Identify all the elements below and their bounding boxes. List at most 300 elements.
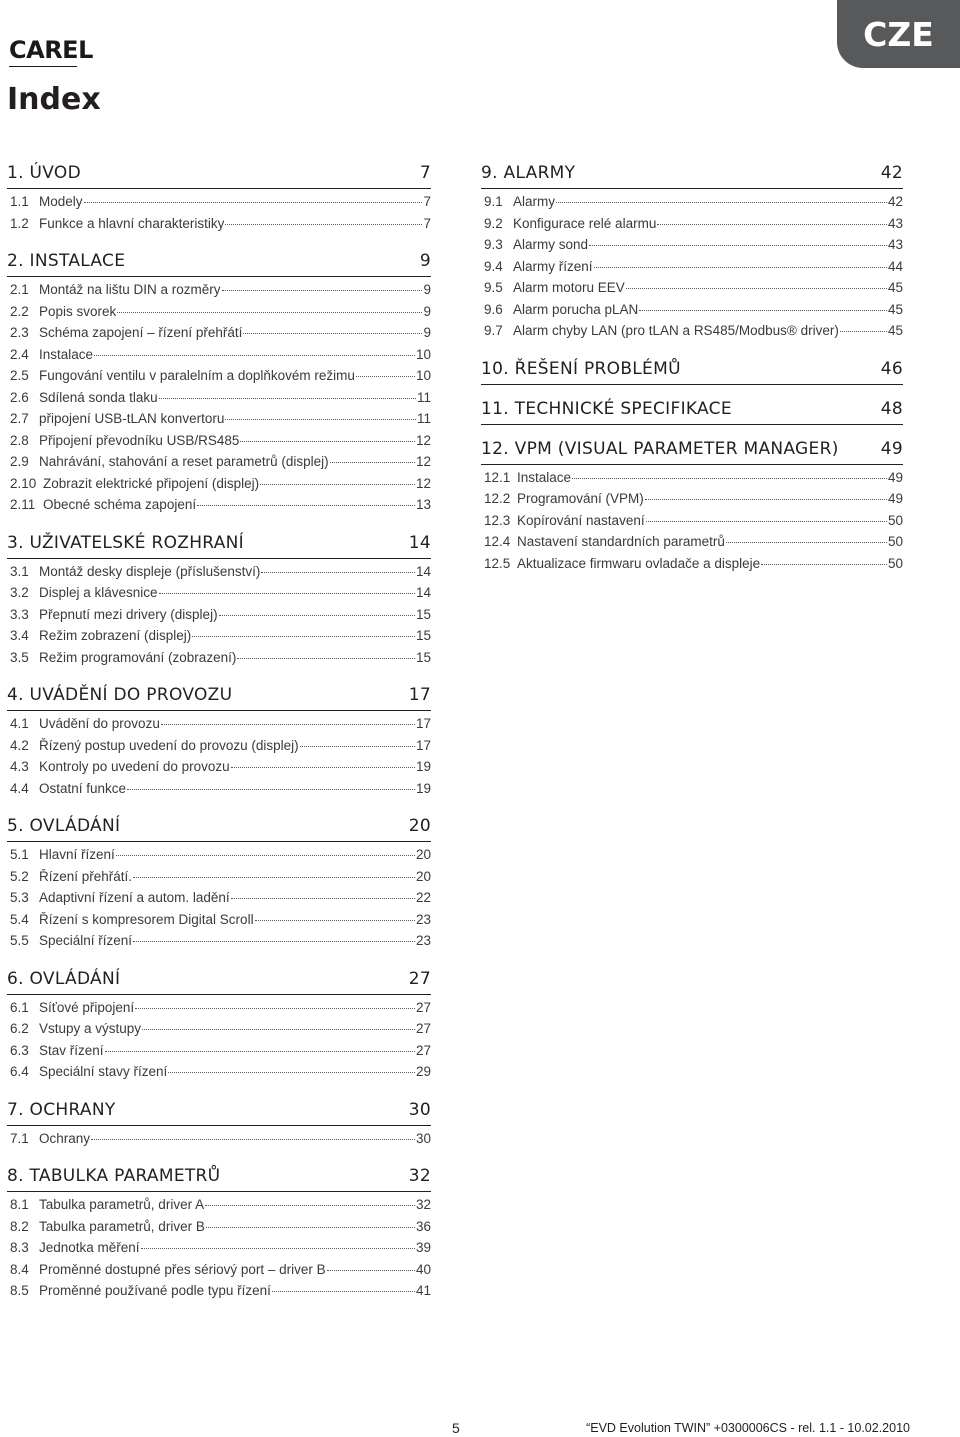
entry-title: Sdílená sonda tlaku: [39, 389, 158, 405]
entry-page-number: 7: [423, 194, 431, 209]
entry-number: 7.1: [10, 1130, 29, 1146]
entry-title: Ostatní funkce: [39, 780, 127, 796]
entry-page-number: 44: [887, 258, 903, 274]
section-title: TABULKA PARAMETRŮ: [29, 1166, 221, 1186]
entry-title: Aktualizace firmwaru ovladače a displeje: [517, 555, 761, 571]
section-title: OVLÁDÁNÍ: [29, 968, 121, 989]
toc-entry[interactable]: [7, 933, 431, 955]
entry-title: Hlavní řízení: [39, 847, 115, 862]
dot-leader: [645, 499, 887, 500]
toc-entry[interactable]: [7, 628, 431, 650]
dot-leader: [589, 245, 887, 246]
toc-section: [7, 246, 431, 519]
entry-number: 3.5: [10, 649, 29, 665]
dot-leader: [168, 1072, 415, 1073]
dot-leader: [135, 1008, 415, 1009]
section-heading[interactable]: [7, 528, 431, 559]
entry-page-number: 43: [887, 237, 903, 252]
dot-leader: [159, 398, 416, 399]
toc-entry[interactable]: [7, 1219, 431, 1241]
toc-entry[interactable]: [7, 1262, 431, 1284]
dot-leader: [133, 941, 415, 942]
entry-number: 2.8: [10, 432, 29, 448]
dot-leader: [231, 898, 415, 899]
entry-number: 3.4: [10, 628, 29, 643]
entry-page-number: 11: [416, 411, 431, 426]
entry-title: Adaptivní řízení a autom. ladění: [39, 890, 230, 905]
section-heading[interactable]: [481, 158, 903, 189]
entry-number: 12.2: [484, 491, 511, 506]
dot-leader: [159, 593, 415, 594]
toc-entry[interactable]: [7, 1283, 431, 1305]
entry-title: Alarmy sond: [513, 237, 589, 252]
entry-title: Síťové připojení: [39, 999, 135, 1015]
dot-leader: [219, 615, 415, 616]
entry-page-number: 11: [416, 389, 431, 405]
section-heading-label: [7, 680, 232, 710]
entry-title: Obecné schéma zapojení: [43, 497, 197, 512]
entry-number: 6.4: [10, 1064, 29, 1079]
entry-page-number: 12: [415, 475, 431, 491]
dot-leader: [133, 877, 415, 878]
toc-entry-list: [481, 194, 903, 345]
entry-number: 4.3: [10, 759, 29, 774]
entry-page-number: 45: [887, 280, 903, 295]
entry-page-number: 15: [415, 649, 431, 665]
dot-leader: [260, 484, 415, 485]
entry-number: 9.6: [484, 301, 503, 317]
dot-leader: [84, 202, 423, 203]
toc-entry[interactable]: [481, 237, 903, 259]
entry-page-number: 40: [415, 1261, 431, 1277]
entry-number: 8.2: [10, 1218, 29, 1234]
section-heading-label: [7, 158, 81, 188]
section-number: 10.: [481, 358, 509, 379]
dot-leader: [272, 1291, 415, 1292]
entry-title: Řízení přehřátí.: [39, 868, 133, 884]
section-number: 9.: [481, 163, 498, 183]
section-heading[interactable]: [481, 434, 903, 465]
section-page-number: 32: [408, 1166, 431, 1186]
toc-entry-list: [481, 470, 903, 578]
toc-entry[interactable]: [7, 890, 431, 912]
dot-leader: [556, 202, 887, 203]
entry-title: Popis svorek: [39, 303, 117, 319]
entry-number: 2.4: [10, 346, 29, 362]
section-page-number: 20: [408, 816, 431, 836]
entry-title: Zobrazit elektrické připojení (displej): [43, 475, 260, 491]
toc-entry[interactable]: [7, 1240, 431, 1262]
entry-number: 5.2: [10, 868, 29, 884]
dot-leader: [127, 789, 415, 790]
entry-number: 2.9: [10, 454, 29, 469]
entry-title: Montáž desky displeje (příslušenství): [39, 563, 261, 579]
entry-page-number: 9: [423, 325, 431, 340]
entry-title: Připojení převodníku USB/RS485: [39, 432, 240, 448]
section-page-number: 17: [408, 685, 431, 705]
toc-section: [7, 1095, 431, 1153]
entry-title: Režim programování (zobrazení): [39, 649, 237, 665]
toc-entry-list: [7, 194, 431, 237]
toc-entry[interactable]: [481, 323, 903, 345]
toc-entry[interactable]: [481, 194, 903, 216]
section-title: TECHNICKÉ SPECIFIKACE: [514, 398, 732, 419]
section-number: 2.: [7, 251, 24, 271]
section-number: 5.: [7, 816, 24, 836]
toc-entry[interactable]: [7, 912, 431, 934]
entry-page-number: 43: [887, 215, 903, 231]
entry-page-number: 9: [423, 303, 431, 319]
section-heading[interactable]: [7, 811, 431, 842]
toc-section: [7, 1161, 431, 1305]
toc-entry-list: [7, 564, 431, 672]
carel-logo: CAREL: [9, 36, 93, 64]
entry-page-number: 13: [415, 497, 431, 512]
dot-leader: [330, 462, 415, 463]
section-heading[interactable]: [7, 1095, 431, 1126]
entry-title: Jednotka měření: [39, 1240, 140, 1255]
entry-number: 2.11: [10, 497, 36, 512]
toc-entry-list: [7, 1131, 431, 1153]
section-title: UŽIVATELSKÉ ROZHRANÍ: [29, 532, 244, 553]
section-heading[interactable]: [7, 680, 431, 711]
entry-number: 8.3: [10, 1240, 29, 1255]
section-heading-label: [7, 1161, 220, 1191]
section-heading[interactable]: [7, 246, 431, 277]
entry-page-number: 49: [887, 491, 903, 506]
section-heading-label: [481, 394, 732, 424]
entry-title: Fungování ventilu v paralelním a doplňkovém režimu: [39, 368, 355, 383]
section-heading[interactable]: [7, 158, 431, 189]
toc-entry[interactable]: [7, 497, 431, 519]
section-title: INSTALACE: [29, 251, 126, 271]
entry-number: 9.2: [484, 215, 503, 231]
section-title: OCHRANY: [29, 1099, 116, 1120]
dot-leader: [116, 855, 415, 856]
entry-page-number: 50: [887, 534, 903, 549]
entry-page-number: 23: [415, 933, 431, 948]
toc-entry[interactable]: [7, 368, 431, 390]
entry-number: 3.3: [10, 606, 29, 622]
entry-title: Vstupy a výstupy: [39, 1021, 142, 1036]
entry-page-number: 10: [415, 346, 431, 362]
logo-underline: [9, 66, 77, 67]
dot-leader: [761, 564, 887, 565]
section-heading[interactable]: [7, 1161, 431, 1192]
toc-entry[interactable]: [7, 347, 431, 369]
toc-entry[interactable]: [7, 650, 431, 672]
toc-entry[interactable]: [481, 280, 903, 302]
entry-page-number: 17: [415, 716, 431, 731]
entry-title: Režim zobrazení (displej): [39, 628, 192, 643]
toc-entry[interactable]: [7, 738, 431, 760]
toc-entry[interactable]: [7, 1197, 431, 1219]
entry-page-number: 27: [415, 1042, 431, 1058]
entry-page-number: 45: [887, 301, 903, 317]
entry-page-number: 19: [415, 780, 431, 796]
entry-page-number: 14: [415, 563, 431, 579]
section-number: 6.: [7, 968, 24, 989]
dot-leader: [105, 1051, 415, 1052]
toc-section: [7, 158, 431, 237]
section-page-number: 7: [419, 163, 431, 183]
entry-page-number: 20: [415, 868, 431, 884]
toc-entry-list: [7, 1197, 431, 1305]
entry-page-number: 12: [415, 454, 431, 469]
dot-leader: [726, 542, 887, 543]
entry-number: 12.1: [484, 469, 511, 485]
entry-page-number: 49: [887, 469, 903, 485]
entry-number: 9.1: [484, 194, 503, 209]
dot-leader: [255, 920, 415, 921]
toc-entry[interactable]: [481, 302, 903, 324]
toc-entry[interactable]: [7, 564, 431, 586]
toc-entry[interactable]: [7, 869, 431, 891]
dot-leader: [142, 1029, 415, 1030]
dot-leader: [840, 331, 887, 332]
entry-title: připojení USB-tLAN konvertoru: [39, 411, 225, 426]
entry-page-number: 17: [415, 737, 431, 753]
entry-title: Tabulka parametrů, driver B: [39, 1218, 205, 1234]
entry-title: Alarm motoru EEV: [513, 280, 625, 295]
entry-number: 5.5: [10, 933, 29, 948]
dot-leader: [161, 724, 415, 725]
entry-title: Programování (VPM): [517, 491, 644, 506]
entry-title: Instalace: [39, 346, 94, 362]
section-heading-label: [481, 434, 839, 464]
entry-title: Řízení s kompresorem Digital Scroll: [39, 911, 254, 927]
entry-title: Proměnné dostupné přes sériový port – driver B: [39, 1261, 326, 1277]
entry-title: Uvádění do provozu: [39, 716, 160, 731]
entry-number: 3.2: [10, 585, 29, 600]
language-tab: CZE: [837, 0, 960, 68]
dot-leader: [327, 1270, 415, 1271]
toc-entry[interactable]: [7, 1043, 431, 1065]
toc-entry[interactable]: [7, 194, 431, 216]
section-heading-label: [7, 1095, 116, 1125]
section-page-number: 30: [408, 1099, 431, 1120]
toc-entry[interactable]: [7, 216, 431, 238]
entry-title: Kopírování nastavení: [517, 512, 645, 528]
entry-page-number: 27: [415, 1021, 431, 1036]
toc-entry[interactable]: [7, 607, 431, 629]
toc-entry[interactable]: [7, 716, 431, 738]
entry-number: 2.7: [10, 411, 29, 426]
section-heading[interactable]: [481, 394, 903, 425]
toc-entry[interactable]: [481, 556, 903, 578]
page-number: 5: [452, 1420, 460, 1436]
toc-entry[interactable]: [7, 1064, 431, 1086]
entry-page-number: 41: [415, 1283, 431, 1298]
toc-entry[interactable]: [7, 1000, 431, 1022]
entry-number: 9.7: [484, 323, 503, 338]
toc-entry[interactable]: [7, 304, 431, 326]
section-heading-label: [7, 811, 120, 841]
entry-title: Proměnné používané podle typu řízení: [39, 1283, 271, 1298]
entry-number: 8.5: [10, 1283, 29, 1298]
toc-entry-list: [7, 847, 431, 955]
section-number: 12.: [481, 438, 509, 459]
toc-entry[interactable]: [7, 476, 431, 498]
entry-page-number: 19: [415, 759, 431, 774]
toc-entry[interactable]: [7, 759, 431, 781]
entry-number: 1.2: [10, 215, 29, 231]
dot-leader: [240, 441, 415, 442]
section-number: 1.: [7, 163, 24, 183]
entry-number: 2.2: [10, 303, 29, 319]
toc-section: [7, 964, 431, 1086]
toc-entry-list: [7, 282, 431, 519]
entry-page-number: 32: [415, 1197, 431, 1212]
entry-page-number: 50: [887, 555, 903, 571]
entry-page-number: 7: [423, 215, 431, 231]
section-page-number: 46: [880, 358, 903, 379]
dot-leader: [300, 746, 415, 747]
toc-entry[interactable]: [481, 534, 903, 556]
entry-number: 9.3: [484, 237, 503, 252]
section-heading-label: [7, 528, 244, 558]
entry-title: Alarm chyby LAN (pro tLAN a RS485/Modbus® driver): [513, 323, 839, 338]
toc-entry[interactable]: [481, 470, 903, 492]
section-number: 7.: [7, 1099, 24, 1120]
dot-leader: [572, 478, 887, 479]
entry-number: 2.10: [10, 475, 37, 491]
entry-page-number: 23: [415, 911, 431, 927]
dot-leader: [356, 376, 415, 377]
section-heading-label: [481, 158, 575, 188]
entry-title: Schéma zapojení – řízení přehřátí: [39, 325, 243, 340]
dot-leader: [639, 310, 887, 311]
toc-section: [7, 680, 431, 802]
section-page-number: 48: [880, 398, 903, 419]
toc-entry[interactable]: [7, 1021, 431, 1043]
toc-section: [481, 394, 903, 425]
dot-leader: [197, 505, 415, 506]
entry-title: Alarmy: [513, 194, 556, 209]
entry-number: 5.3: [10, 890, 29, 905]
toc-entry[interactable]: [7, 325, 431, 347]
dot-leader: [231, 767, 415, 768]
entry-page-number: 30: [415, 1130, 431, 1146]
entry-page-number: 9: [423, 282, 431, 297]
entry-title: Modely: [39, 194, 83, 209]
toc-section: [481, 158, 903, 345]
toc-entry[interactable]: [481, 491, 903, 513]
entry-page-number: 15: [415, 628, 431, 643]
entry-number: 4.1: [10, 716, 29, 731]
section-title: UVÁDĚNÍ DO PROVOZU: [29, 685, 233, 705]
dot-leader: [261, 572, 415, 573]
toc-entry[interactable]: [7, 781, 431, 803]
dot-leader: [206, 1227, 415, 1228]
toc-entry[interactable]: [7, 282, 431, 304]
entry-title: Tabulka parametrů, driver A: [39, 1197, 205, 1212]
entry-title: Speciální stavy řízení: [39, 1064, 168, 1079]
section-page-number: 49: [880, 438, 903, 459]
toc-entry[interactable]: [7, 847, 431, 869]
entry-number: 2.5: [10, 368, 29, 383]
entry-title: Alarmy řízení: [513, 258, 593, 274]
section-title: VPM (VISUAL PARAMETER MANAGER): [514, 438, 839, 459]
toc-section: [481, 354, 903, 385]
section-heading-label: [7, 246, 125, 276]
dot-leader: [94, 355, 415, 356]
dot-leader: [646, 521, 887, 522]
toc-entry[interactable]: [7, 454, 431, 476]
entry-number: 8.1: [10, 1197, 29, 1212]
section-number: 11.: [481, 398, 509, 419]
entry-title: Ochrany: [39, 1130, 91, 1146]
dot-leader: [222, 290, 423, 291]
section-title: ÚVOD: [29, 163, 81, 183]
dot-leader: [91, 1139, 415, 1140]
toc-entry[interactable]: [481, 216, 903, 238]
entry-number: 5.1: [10, 847, 29, 862]
toc-entry[interactable]: [7, 433, 431, 455]
entry-title: Přepnutí mezi drivery (displej): [39, 606, 218, 622]
entry-number: 12.5: [484, 555, 511, 571]
entry-title: Kontroly po uvedení do provozu: [39, 759, 230, 774]
dot-leader: [626, 288, 887, 289]
toc-entry[interactable]: [7, 1131, 431, 1153]
section-page-number: 27: [408, 968, 431, 989]
toc-entry[interactable]: [7, 585, 431, 607]
entry-number: 9.4: [484, 258, 503, 274]
entry-page-number: 42: [887, 194, 903, 209]
toc-section: [481, 434, 903, 578]
entry-title: Konfigurace relé alarmu: [513, 215, 657, 231]
section-page-number: 9: [419, 251, 431, 271]
section-heading[interactable]: [7, 964, 431, 995]
dot-leader: [594, 267, 887, 268]
entry-number: 8.4: [10, 1261, 29, 1277]
entry-number: 5.4: [10, 911, 29, 927]
entry-title: Speciální řízení: [39, 933, 133, 948]
dot-leader: [225, 224, 422, 225]
entry-number: 4.2: [10, 737, 29, 753]
dot-leader: [117, 312, 422, 313]
dot-leader: [225, 419, 416, 420]
entry-page-number: 36: [415, 1218, 431, 1234]
entry-title: Nahrávání, stahování a reset parametrů (displej): [39, 454, 329, 469]
section-page-number: 14: [408, 532, 431, 553]
toc-entry-list: [7, 716, 431, 802]
toc-entry[interactable]: [7, 390, 431, 412]
dot-leader: [657, 224, 887, 225]
toc-section: [7, 811, 431, 955]
entry-title: Instalace: [517, 469, 572, 485]
toc-entry[interactable]: [7, 411, 431, 433]
entry-page-number: 27: [415, 999, 431, 1015]
dot-leader: [141, 1248, 415, 1249]
entry-title: Nastavení standardních parametrů: [517, 534, 725, 549]
entry-page-number: 14: [415, 585, 431, 600]
dot-leader: [192, 636, 415, 637]
toc-column-right: [481, 158, 903, 586]
entry-title: Alarm porucha pLAN: [513, 301, 639, 317]
section-heading[interactable]: [481, 354, 903, 385]
document-reference: “EVD Evolution TWIN” +0300006CS - rel. 1.1 - 10.02.2010: [586, 1421, 910, 1435]
toc-entry[interactable]: [481, 259, 903, 281]
toc-entry[interactable]: [481, 513, 903, 535]
entry-number: 2.1: [10, 282, 29, 297]
entry-title: Montáž na lištu DIN a rozměry: [39, 282, 221, 297]
toc-section: [7, 528, 431, 672]
entry-number: 2.3: [10, 325, 29, 340]
section-page-number: 42: [880, 163, 903, 183]
page-title: Index: [7, 82, 101, 117]
section-number: 4.: [7, 685, 24, 705]
